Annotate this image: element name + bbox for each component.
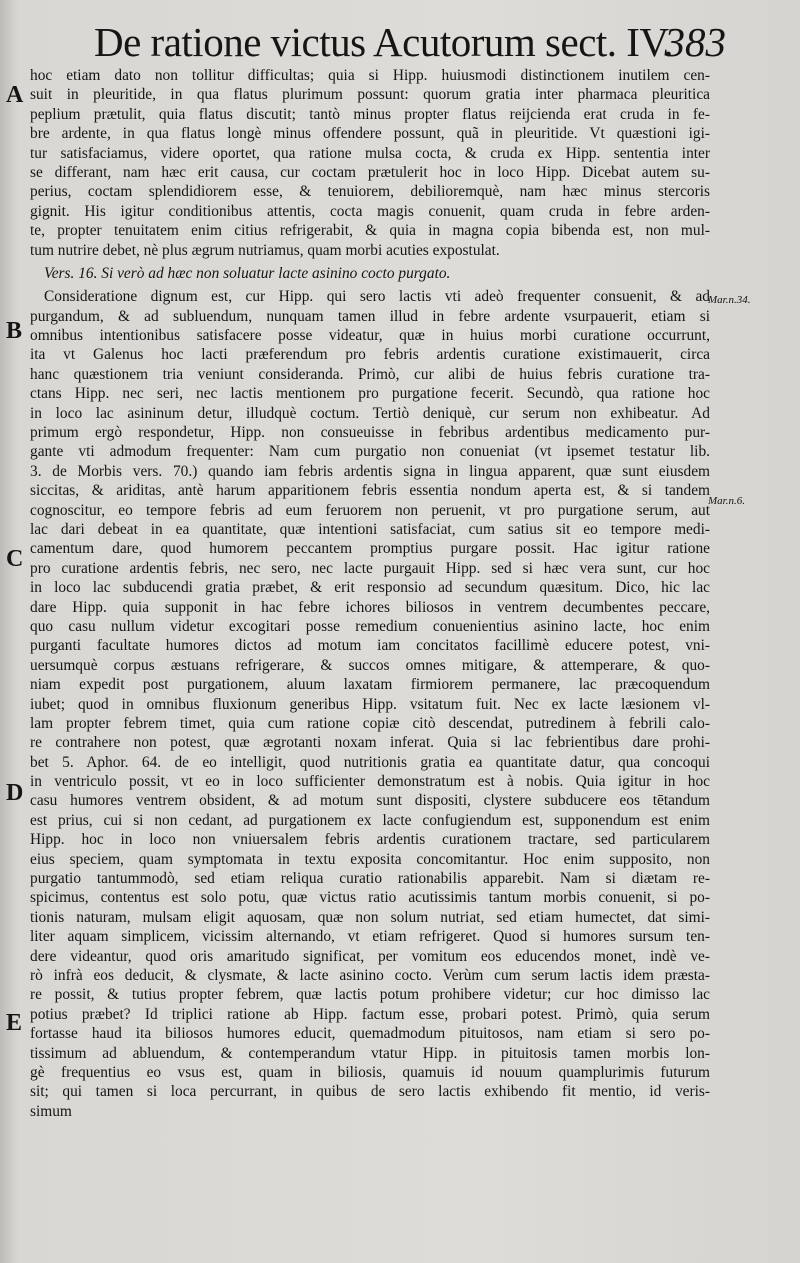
text-line: se differant, nam hæc erit causa, cur coctam prætulerit hoc in loco Hipp. Dicebat autem su- [30,163,710,181]
text-line: eius speciem, quam symptomata in textu exposita concomitantur. Hoc enim supposito, non [30,850,710,868]
text-line: quo casu nullum videtur excogitari posse remedium conuenientius asinino lacte, hoc enim [30,617,710,635]
text-line: uersumquè corpus æstuans refrigerare, & succos omnes mitigare, & attemperare, & quo- [30,656,710,674]
text-line: gignit. His igitur conditionibus attentis, cocta magis conuenit, quam cruda in febre arden- [30,202,710,220]
text-line: primum ergò respondetur, Hipp. non consueuisse in febribus ardentibus medicamento pur- [30,424,710,442]
text-line: hanc quæstionem tria veniunt consideranda. Primò, cur alibi de huius febris curatione tra- [30,365,710,383]
section-marker-c: C [6,546,24,572]
text-line: 3. de Morbis vers. 70.) quando iam febris ardentis signa in lingua apparent, quæ sunt eiusdem [30,462,710,480]
text-line: cognoscitur, eo tempore febris ad eum feruorem non peruenit, vt pro purgatione serum, aut [30,501,710,519]
text-line: sit; qui tamen si loca percurrant, in quibus de sero lactis exhibendo fit mentio, id veris- [30,1083,710,1101]
text-line: tur satisfaciamus, videre oportet, qua ratione mulsa cocta, & cruda ex Hipp. sententia inter [30,144,710,162]
text-line: tionis naturam, mulsam eligit aquosam, quæ non solum nutriat, sed etiam humectet, dat simi- [30,908,710,926]
text-line: in loco lac subducendi gratia præbet, & erit responsio ad secundum quæsitum. Dico, hic lac [30,579,710,597]
text-line: in loco lac asininum detur, illudquè coctum. Tertiò deniquè, cur serum non exhibeatur. Ad [30,404,710,422]
text-line: hoc etiam dato non tollitur difficultas; quia si Hipp. huiusmodi distinctionem inutilem cen- [30,67,710,84]
text-line: rò infrà eos deducit, & clysmate, & lacte asinino cocto. Verùm cum serum lactis idem præsta- [30,966,710,984]
text-line: re contrahere non potest, quæ ægrotanti noxam inferat. Quia si lac febrientibus dare prohi- [30,734,710,752]
text-line: spicimus, contentus est solo potu, quæ victus ratio acutissimis tantum morbis conuenit, si po- [30,889,710,907]
text-line: tum nutrire debet, nè plus ægrum nutriamus, quam morbi acuties expostulat. [30,241,500,259]
text-line: perius, coctam splendidiorem esse, & tenuiorem, debilioremquè, nam hæc minus stercoris [30,183,710,201]
text-line: purgatio tantummodò, sed etiam reliqua curatio rationabilis apparebit. Nam si diætam re- [30,870,710,888]
text-line: casu humores ventrem obsident, & ad motum sunt dispositi, clystere subducere eos tētandum [30,792,710,810]
text-line: liter aquam simplicem, vicissim alternando, vt etiam refrigeret. Quod si humores sursum ten- [30,928,710,946]
page-number: 383 [664,19,726,65]
text-line: gante vti admodum frequenter: Nam cum purgatio non conueniat (vt ipsemet testatur lib. [30,443,710,461]
section-marker-d: D [6,780,24,806]
text-line: siccitas, & ariditas, antè harum apparitionem febris essentia nondum aperta est, & si tandem [30,482,710,500]
section-marker-a: A [6,82,24,108]
text-line: Consideratione dignum est, cur Hipp. qui sero lactis vti adeò frequenter consuenit, & ad [44,288,710,306]
page-header [86,14,726,74]
body-text [30,66,710,1121]
text-line: te, propter tenuitatem enim citius refrigerabit, & quia in magna copia bibenda est, non mul- [30,222,710,240]
text-line: simum [30,1102,72,1120]
text-line: bet 5. Aphor. 64. de eo intelligit, quod nutritionis gratia ea quantitate datur, qua concoqui [30,753,710,771]
text-line: camentum dare, quod humorem peccantem promptius purgare possit. Hac igitur ratione [30,540,710,558]
running-title: De ratione victus Acutorum sect. IV. [94,19,674,65]
text-line: iubet; quod in omnibus fluxionum generibus Hipp. vsitatum fuit. Nec ex lacte læsionem vl- [30,695,710,713]
text-line: est prius, cui si non cedant, ad purgationem ex lacte confugiendum est, supponendum est enim [30,811,710,829]
text-line: lam propter febrem timet, quia cum ratione copiæ citò descendat, putredinem à febrili calo- [30,714,710,732]
margin-note: Mar.n.6. [708,495,745,507]
text-line: dare Hipp. quia supponit in hac febre ichores biliosos in ventrem decumbentes peccare, [30,598,710,616]
text-line: peplium prætulit, quia flatus discutit; tantò minus propter flatus reijcienda erat cruda in fe- [30,105,710,123]
text-line: pro curatione ardentis febris, nec sero, nec lacte purgauit Hipp. sed si hæc vera sunt, cur hoc [30,559,710,577]
section-marker-e: E [6,1010,23,1036]
text-line: ita vt Galenus hoc lacti præferendum pro febris ardentis curatione existimauerit, circa [30,346,710,364]
text-line: fortasse haud ita biliosos humores educit, quemadmodum pituitosos, nam etiam si sero po- [30,1025,710,1043]
text-line: purganti facultate humores dictos ad motum iam concitatos facillimè educere potest, vni- [30,637,710,655]
verse-lemma: Vers. 16. Si verò ad hæc non soluatur lacte asinino cocto purgato. [44,264,451,282]
text-line: Hipp. hoc in loco non vniuersalem febris ardentis curationem tractare, sed particularem [30,831,710,849]
text-line: gè frequentius eo vsus est, quam in biliosis, quamuis id nouum quamplurimis futurum [30,1063,710,1081]
text-line: omnibus intentionibus satisfacere posse videatur, quæ in huius morbi curatione occurrunt, [30,327,710,345]
text-line: re possit, & tutius propter febrem, quæ lactis potum prohibere videtur; cur hoc dimisso lac [30,986,710,1004]
section-marker-b: B [6,318,23,344]
margin-note: Mar.n.34. [708,294,751,306]
text-line: tissimum ad abluendum, & contemperandum vtatur Hipp. in pituitosis tamen morbis lon- [30,1044,710,1062]
text-line: purgandum, & ad subluendum, nunquam tamen illud in febre ardente vsurpauerit, etiam si [30,307,710,325]
text-line: niam expedit post purgationem, aluum laxatam firmiorem permanere, lac præcoquendum [30,676,710,694]
text-line: ctans Hipp. nec seri, nec lactis mentionem pro purgatione fecerit. Secundò, qua ratione hoc [30,385,710,403]
text-line: suit in pleuritide, in qua flatus plurimum possunt: quorum gratia inter pharmaca pleuritica [30,86,710,104]
text-line: dere videantur, quod oris amaritudo significat, per vomitum eos educendos monet, indè ve- [30,947,710,965]
text-line: potius præbet? Id triplici ratione ab Hipp. factum esse, probari potest. Primò, quia serum [30,1005,710,1023]
text-line: lac dari debeat in ea quantitate, quæ intentioni satisfaciat, cum satius sit eo tempore medi- [30,520,710,538]
text-line: in ventriculo possit, vt eo in loco sufficienter demonstratum est à nobis. Quia igitur in hoc [30,773,710,791]
text-line: bre ardente, in qua flatus longè minus offendere possunt, quã in pleuritide. Vt quæstioni igi- [30,125,710,143]
